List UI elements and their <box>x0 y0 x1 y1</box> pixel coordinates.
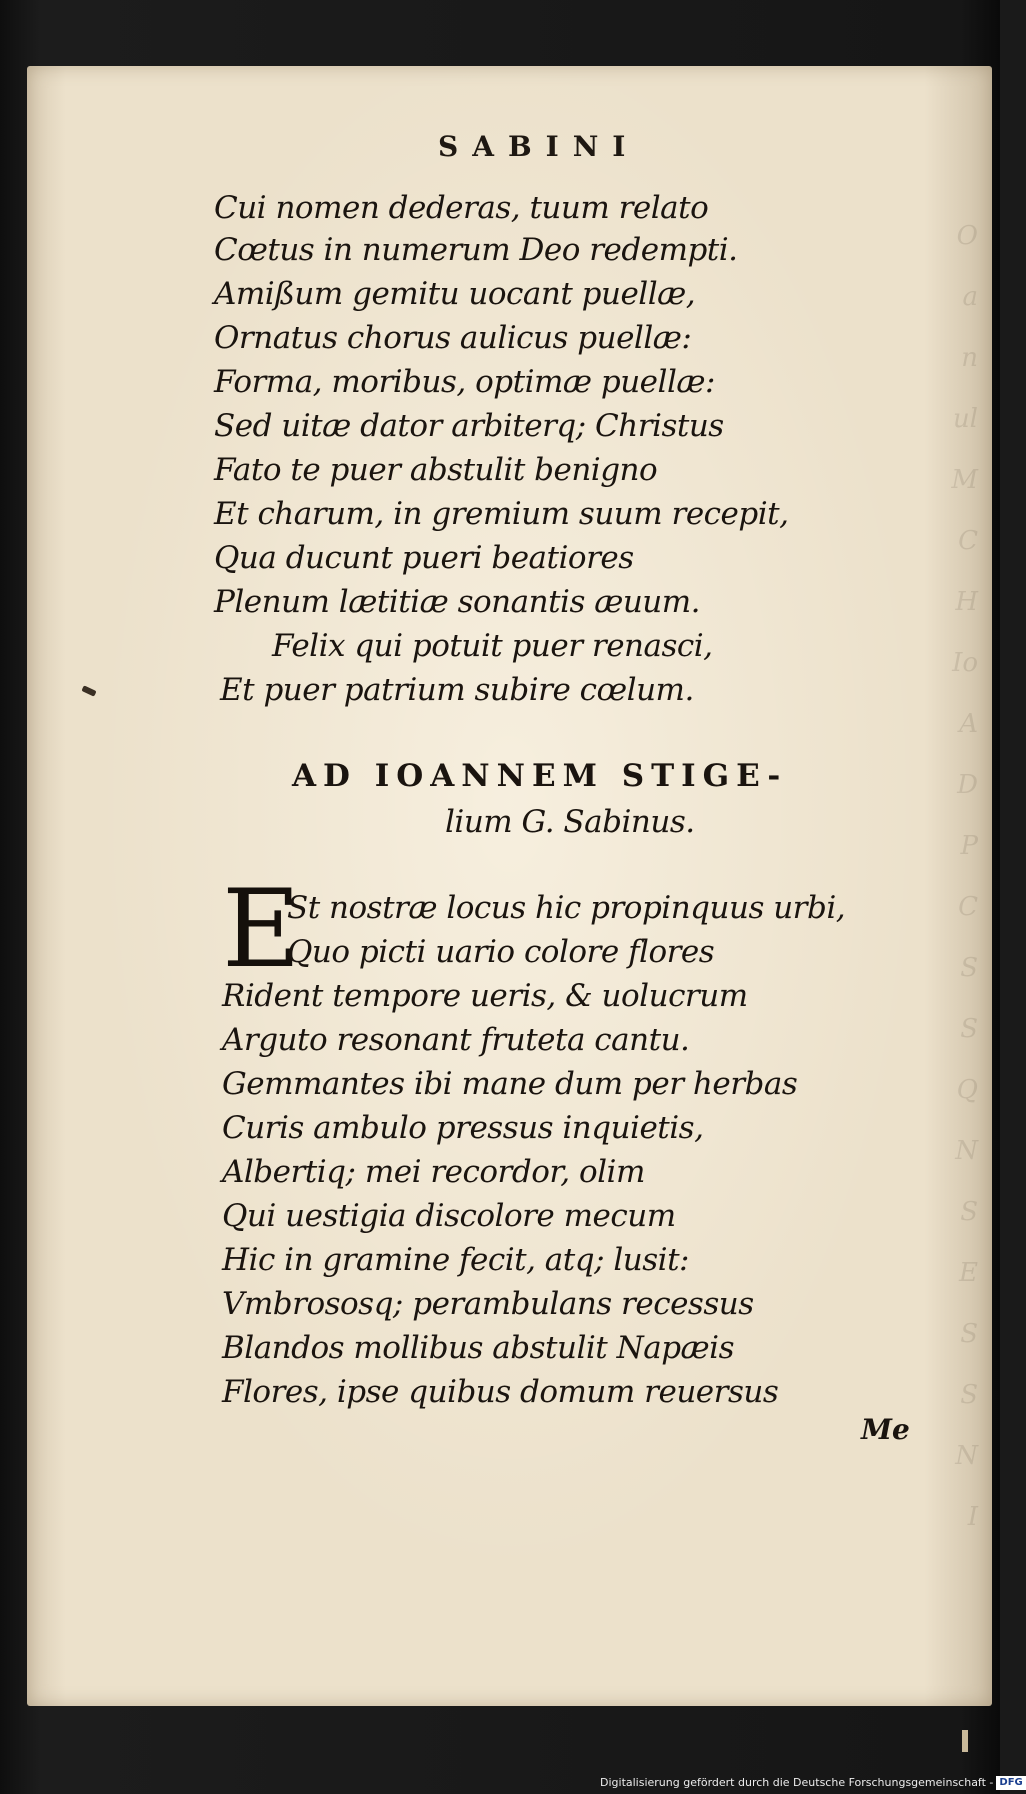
verse-line: Forma, moribus, optimæ puellæ: <box>214 364 715 400</box>
credit-text: Digitalisierung gefördert durch die Deutsche Forschungsgemeinschaft - <box>600 1776 994 1789</box>
verse-line: Cœtus in numerum Deo redempti. <box>214 232 738 268</box>
poem-title-continuation: lium G. Sabinus. <box>445 804 695 840</box>
verse-line: Arguto resonant fruteta cantu. <box>222 1022 690 1058</box>
verse-line: Plenum lætitiæ sonantis æuum. <box>214 584 701 620</box>
dfg-logo: DFG <box>996 1776 1025 1790</box>
verse-line: Flores, ipse quibus domum reuersus <box>222 1374 779 1410</box>
digitization-credit <box>600 1774 1026 1792</box>
verse-line: Qui uestigia discolore mecum <box>222 1198 676 1234</box>
verse-line: Blandos mollibus abstulit Napæis <box>222 1330 734 1366</box>
verse-line: Rident tempore ueris, & uolucrum <box>222 978 748 1014</box>
verse-line: Et charum, in gremium suum recepit, <box>214 496 789 532</box>
page-marker <box>962 1730 968 1752</box>
verse-line: Cui nomen dederas, tuum relato <box>214 190 709 226</box>
book-page <box>27 66 992 1706</box>
poem-title: AD IOANNEM STIGE- <box>292 758 788 794</box>
verse-line: Amißum gemitu uocant puellæ, <box>214 276 696 312</box>
verse-line: Qua ducunt pueri beatiores <box>214 540 634 576</box>
verse-line: Et puer patrium subire cœlum. <box>220 672 694 708</box>
verse-line: Curis ambulo pressus inquietis, <box>222 1110 704 1146</box>
verse-line: Vmbrososq; perambulans recessus <box>222 1286 754 1322</box>
verse-line: Sed uitæ dator arbiterq; Christus <box>214 408 724 444</box>
catchword: Me <box>861 1413 910 1446</box>
verse-line: Fato te puer abstulit benigno <box>214 452 658 488</box>
verse-line: Hic in gramine fecit, atq; lusit: <box>222 1242 689 1278</box>
show-through-text: O a n ul M C H Io A D P C S S Q N S E S S N I <box>951 221 978 1532</box>
verse-line: Quo picti uario colore flores <box>287 934 715 970</box>
verse-line: Ornatus chorus aulicus puellæ: <box>214 320 692 356</box>
running-title: SABINI <box>438 130 640 163</box>
verse-line: Albertiq; mei recordor, olim <box>222 1154 645 1190</box>
drop-cap: E <box>222 867 301 992</box>
verse-line: St nostræ locus hic propinquus urbi, <box>287 890 846 926</box>
verse-line: Gemmantes ibi mane dum per herbas <box>222 1066 798 1102</box>
verse-line: Felix qui potuit puer renasci, <box>272 628 713 664</box>
